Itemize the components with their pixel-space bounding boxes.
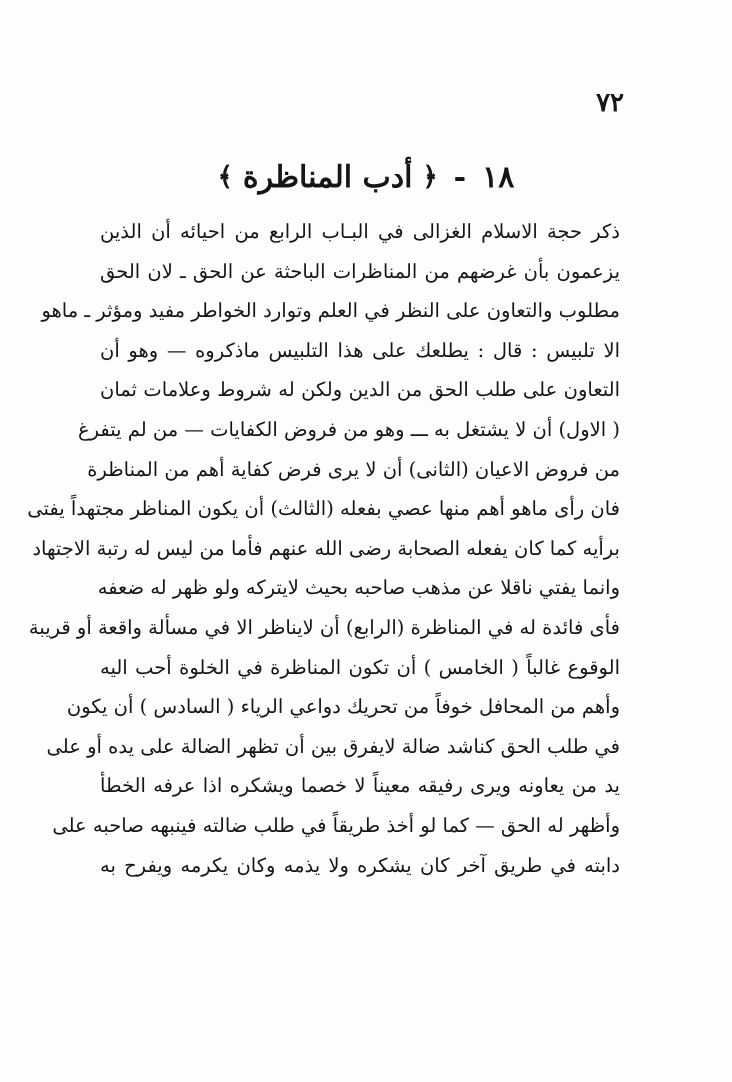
section-title: أدب المناظرة (242, 159, 413, 195)
ornament-open-icon: ﴿ (422, 162, 438, 192)
body-text (27, 212, 620, 885)
text-line: ذكر حجة الاسلام الغزالى في البـاب الرابع من احيائه أن الذين (100, 220, 620, 243)
page-number: ٧٢ (596, 88, 624, 118)
text-line: يد من يعاونه ويرى رفيقه معيناً لا خصما ويشكره اذا عرفه الخطأ (100, 774, 620, 798)
text-line: وأهم من المحافل خوفاً من تحريك دواعي الرياء ( السادس ) أن يكون (66, 695, 620, 719)
text-line: الوقوع غالباً ( الخامس ) أن تكون المناظرة في الخلوة أحب اليه (100, 655, 620, 679)
section-heading (90, 152, 642, 202)
text-line: في طلب الحق كناشد ضالة لايفرق بين أن تظهر الضالة على يده أو على (46, 734, 620, 758)
text-line: وانما يفتي ناقلا عن مذهب صاحبه بحيث لايتركه ولو ظهر له ضعفه (97, 576, 620, 600)
text-line: ( الاول) أن لا يشتغل به ـــ وهو من فروض الكفايات — من لم يتفرغ (78, 417, 620, 441)
text-line: التعاون على طلب الحق من الدين ولكن له شروط وعلامات ثمان (100, 378, 620, 402)
text-line: الا تلبيس : قال : يطلعك على هذا التلبيس ماذكروه — وهو أن (100, 338, 620, 362)
text-line: من فروض الاعيان (الثانى) أن لا يرى فرض كفاية أهم من المناظرة (87, 457, 620, 481)
text-line: برأيه كما كان يفعله الصحابة رضى الله عنهم فأما من ليس له رتبة الاجتهاد (32, 536, 620, 560)
text-line: فأى فائدة له في المناظرة (الرابع) أن لايناظر الا في مسألة واقعة أو قريبة (28, 615, 620, 639)
section-number: ١٨ (482, 159, 515, 195)
text-line: فان رأى ماهو أهم منها عصي بفعله (الثالث) أن يكون المناظر مجتهداً يفتى (27, 497, 620, 521)
section-dash: - (453, 159, 467, 195)
text-line: يزعمون بأن غرضهم من المناظرات الباحثة عن الحق ـ لان الحق (100, 259, 620, 283)
text-line: مطلوب والتعاون على النظر في العلم وتوارد الخواطر مفيد ومؤثر ـ ماهو (41, 299, 620, 323)
ornament-close-icon: ﴾ (217, 162, 233, 192)
text-line: دابته في طريق آخر كان يشكره ولا يذمه وكان يكرمه ويفرح به (100, 853, 620, 877)
text-line: وأظهر له الحق — كما لو أخذ طريقاً في طلب ضالته فينبهه صاحبه على (52, 813, 620, 837)
